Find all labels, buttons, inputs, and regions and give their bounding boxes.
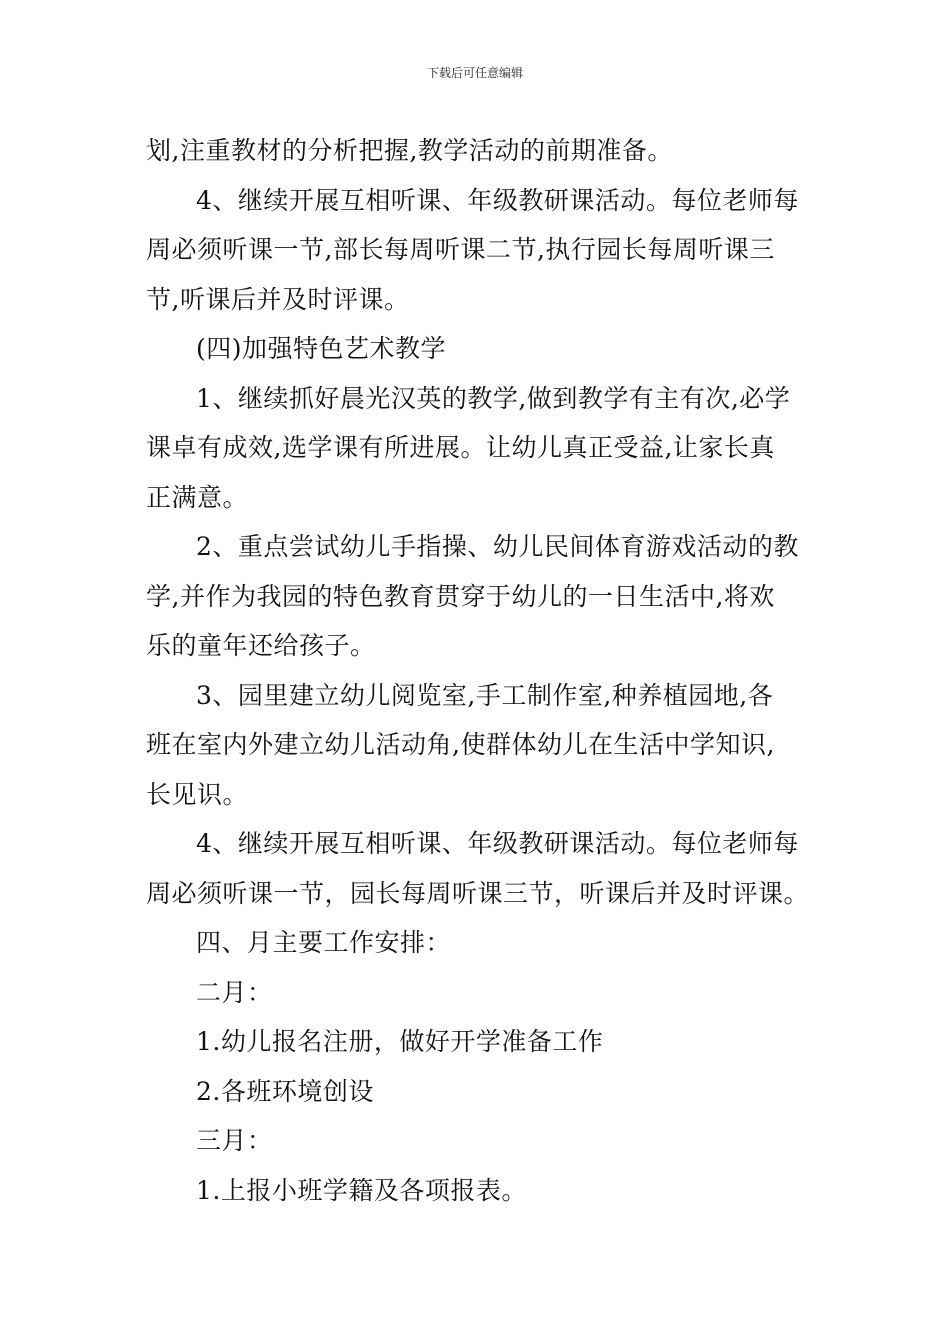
text-line: 班在室内外建立幼儿活动角,使群体幼儿在生活中学知识,	[146, 730, 775, 759]
text-line: 正满意。	[146, 482, 249, 512]
text-line: 2、重点尝试幼儿手指操、幼儿民间体育游戏活动的教	[196, 532, 799, 561]
text-line: 课卓有成效,选学课有所进展。让幼儿真正受益,让家长真	[146, 433, 775, 462]
text-line: 学,并作为我园的特色教育贯穿于幼儿的一日生活中,将欢	[146, 581, 775, 611]
list-item: 1.幼儿报名注册，做好开学准备工作	[196, 1027, 604, 1056]
section-heading: 四、月主要工作安排：	[196, 928, 452, 957]
text-line: 乐的童年还给孩子。	[146, 631, 376, 660]
text-line: 4、继续开展互相听课、年级教研课活动。每位老师每	[196, 185, 799, 215]
text-line: 划,注重教材的分析把握,教学活动的前期准备。	[146, 136, 673, 165]
text-line: 3、园里建立幼儿阅览室,手工制作室,种养植园地,各	[196, 680, 774, 710]
document-body	[146, 126, 810, 1215]
text-line: 长见识。	[146, 779, 249, 809]
text-line: 1、继续抓好晨光汉英的教学,做到教学有主有次,必学	[196, 383, 791, 413]
list-item: 2.各班环境创设	[196, 1076, 374, 1106]
text-line: 节,听课后并及时评课。	[146, 284, 410, 314]
text-line: 周必须听课一节，园长每周听课三节，听课后并及时评课。	[146, 878, 810, 908]
section-heading: (四)加强特色艺术教学	[196, 334, 447, 363]
text-line: 周必须听课一节,部长每周听课二节,执行园长每周听课三	[146, 235, 775, 264]
month-heading: 二月：	[196, 977, 273, 1007]
list-item: 1.上报小班学籍及各项报表。	[196, 1175, 527, 1205]
month-heading: 三月：	[196, 1126, 273, 1155]
text-line: 4、继续开展互相听课、年级教研课活动。每位老师每	[196, 829, 799, 858]
page-header: 下载后可任意编辑	[426, 66, 523, 80]
